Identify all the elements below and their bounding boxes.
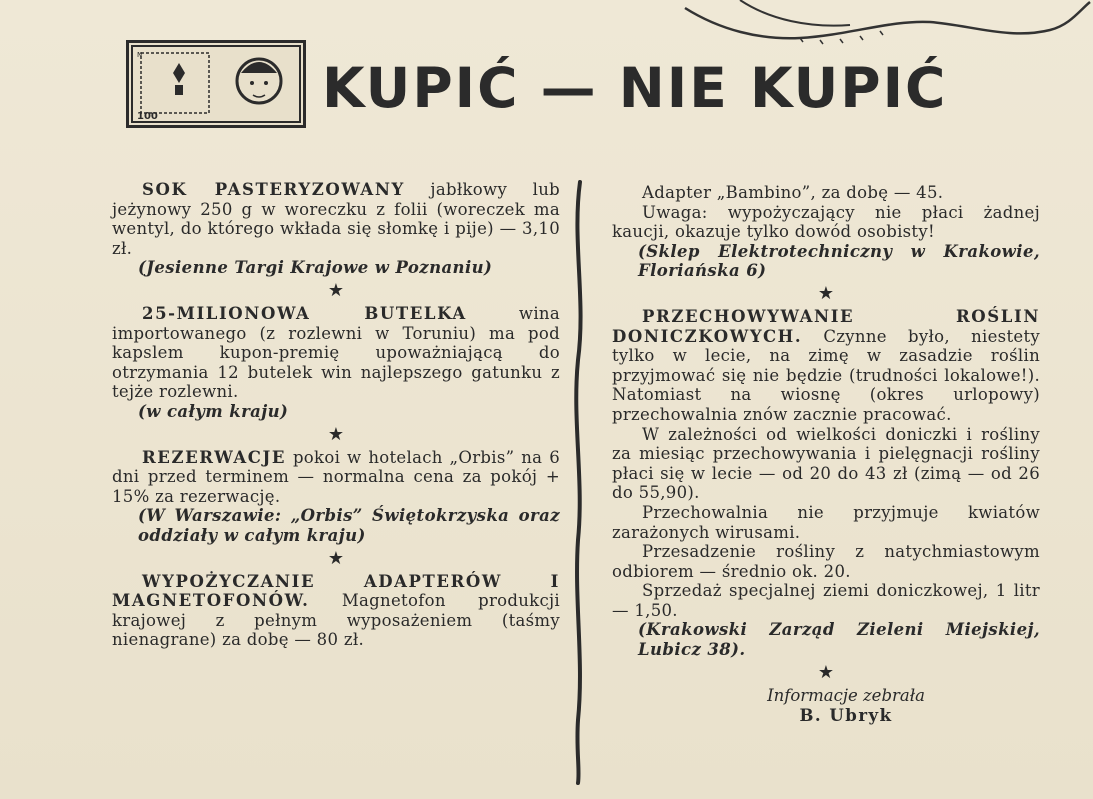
star-separator: ★ — [327, 279, 345, 301]
article-sok — [112, 180, 560, 258]
banknote-logo — [126, 40, 306, 128]
star-separator: ★ — [327, 423, 345, 445]
heading-przechowywanie: PRZECHOWYWANIE ROŚLIN DONICZKOWYCH. — [612, 306, 1040, 346]
article-rezerwacje — [112, 448, 560, 507]
text-butelka: wina importowanego (z rozlewni w Toruniu) ma pod kapslem kupon-premię upoważniającą do otrzymania 12 butelek win najlepszego gatunku z tejże rozlewni. — [112, 303, 560, 402]
heading-sok: SOK PASTERYZOWANY — [142, 180, 405, 199]
text-wypozyczanie: Magnetofon produkcji krajowej z pełnym wyposażeniem (taśmy nienagrane) za dobę — 80 zł. — [112, 591, 560, 650]
right-column — [612, 183, 1040, 726]
heading-wypozyczanie: WYPOŻYCZANIE ADAPTERÓW I MAGNETOFONÓW. — [112, 571, 560, 611]
text-adapter: Adapter „Bambino”, za dobę — 45. — [642, 183, 944, 202]
decorative-scribble-icon — [680, 0, 1093, 55]
text-rezerwacje: pokoi w hotelach „Orbis” na 6 dni przed terminem — normalna cena za pokój + 15% za rezerwację. — [112, 447, 560, 506]
text-przesadzenie: Przesadzenie rośliny z natychmiastowym odbiorem — średnio ok. 20. — [612, 542, 1040, 581]
banknote-icon — [129, 43, 303, 125]
source-butelka: (w całym kraju) — [138, 401, 289, 421]
logo-denomination: 100 — [137, 111, 158, 122]
text-przechowywanie: Czynne było, niestety tylko w lecie, na zimę w zasadzie roślin przyjmować się nie będzie (trudności lokalowe!). Natomiast na wiosnę (okres urlopowy) przechowalnia znów zacznie pracować. — [612, 326, 1040, 424]
heading-butelka: 25-MILIONOWA BUTELKA — [142, 303, 467, 323]
text-zaleznosc: W zależności od wielkości doniczki i rośliny za miesiąc przechowywania i pielęgnacji rośliny płaci się w lecie — od 20 do 43 zł (zimą — od 26 do 55,90). — [612, 424, 1040, 503]
article-wypozyczanie — [112, 572, 560, 650]
signature — [652, 686, 1040, 726]
svg-text:N: N — [137, 51, 143, 59]
star-separator: ★ — [817, 661, 835, 683]
article-przechowywanie — [612, 307, 1040, 425]
page-title: KUPIĆ — NIE KUPIĆ — [322, 56, 948, 120]
article-butelka — [112, 304, 560, 402]
text-sok: jabłkowy lub jeżynowy 250 g w woreczku z folii (woreczek ma wentyl, do którego wkłada się słomkę i pije) — 3,10 zł. — [112, 180, 560, 258]
star-separator: ★ — [817, 282, 835, 304]
text-przechowalnia: Przechowalnia nie przyjmuje kwiatów zarażonych wirusami. — [612, 502, 1040, 542]
text-sprzedaz: Sprzedaż specjalnej ziemi doniczkowej, 1 litr — 1,50. — [612, 581, 1040, 620]
heading-rezerwacje: REZERWACJE — [142, 447, 287, 467]
text-uwaga: Uwaga: wypożyczający nie płaci żadnej kaucji, okazuje tylko dowód osobisty! — [612, 202, 1040, 242]
source-rezerwacje: (W Warszawie: „Orbis” Świętokrzyska oraz oddziały w całym kraju) — [138, 506, 560, 545]
source-zarzad: (Krakowski Zarząd Zieleni Miejskiej, Lubicz 38). — [638, 620, 1040, 660]
signature-name: B. Ubryk — [799, 705, 893, 725]
star-separator: ★ — [327, 547, 345, 569]
source-sok: (Jesienne Targi Krajowe w Poznaniu) — [138, 258, 493, 278]
column-divider — [566, 180, 592, 785]
signature-role: Informacje zebrała — [767, 685, 925, 705]
source-sklep: (Sklep Elektrotechniczny w Krakowie, Floriańska 6) — [638, 241, 1040, 281]
left-column — [112, 180, 560, 650]
